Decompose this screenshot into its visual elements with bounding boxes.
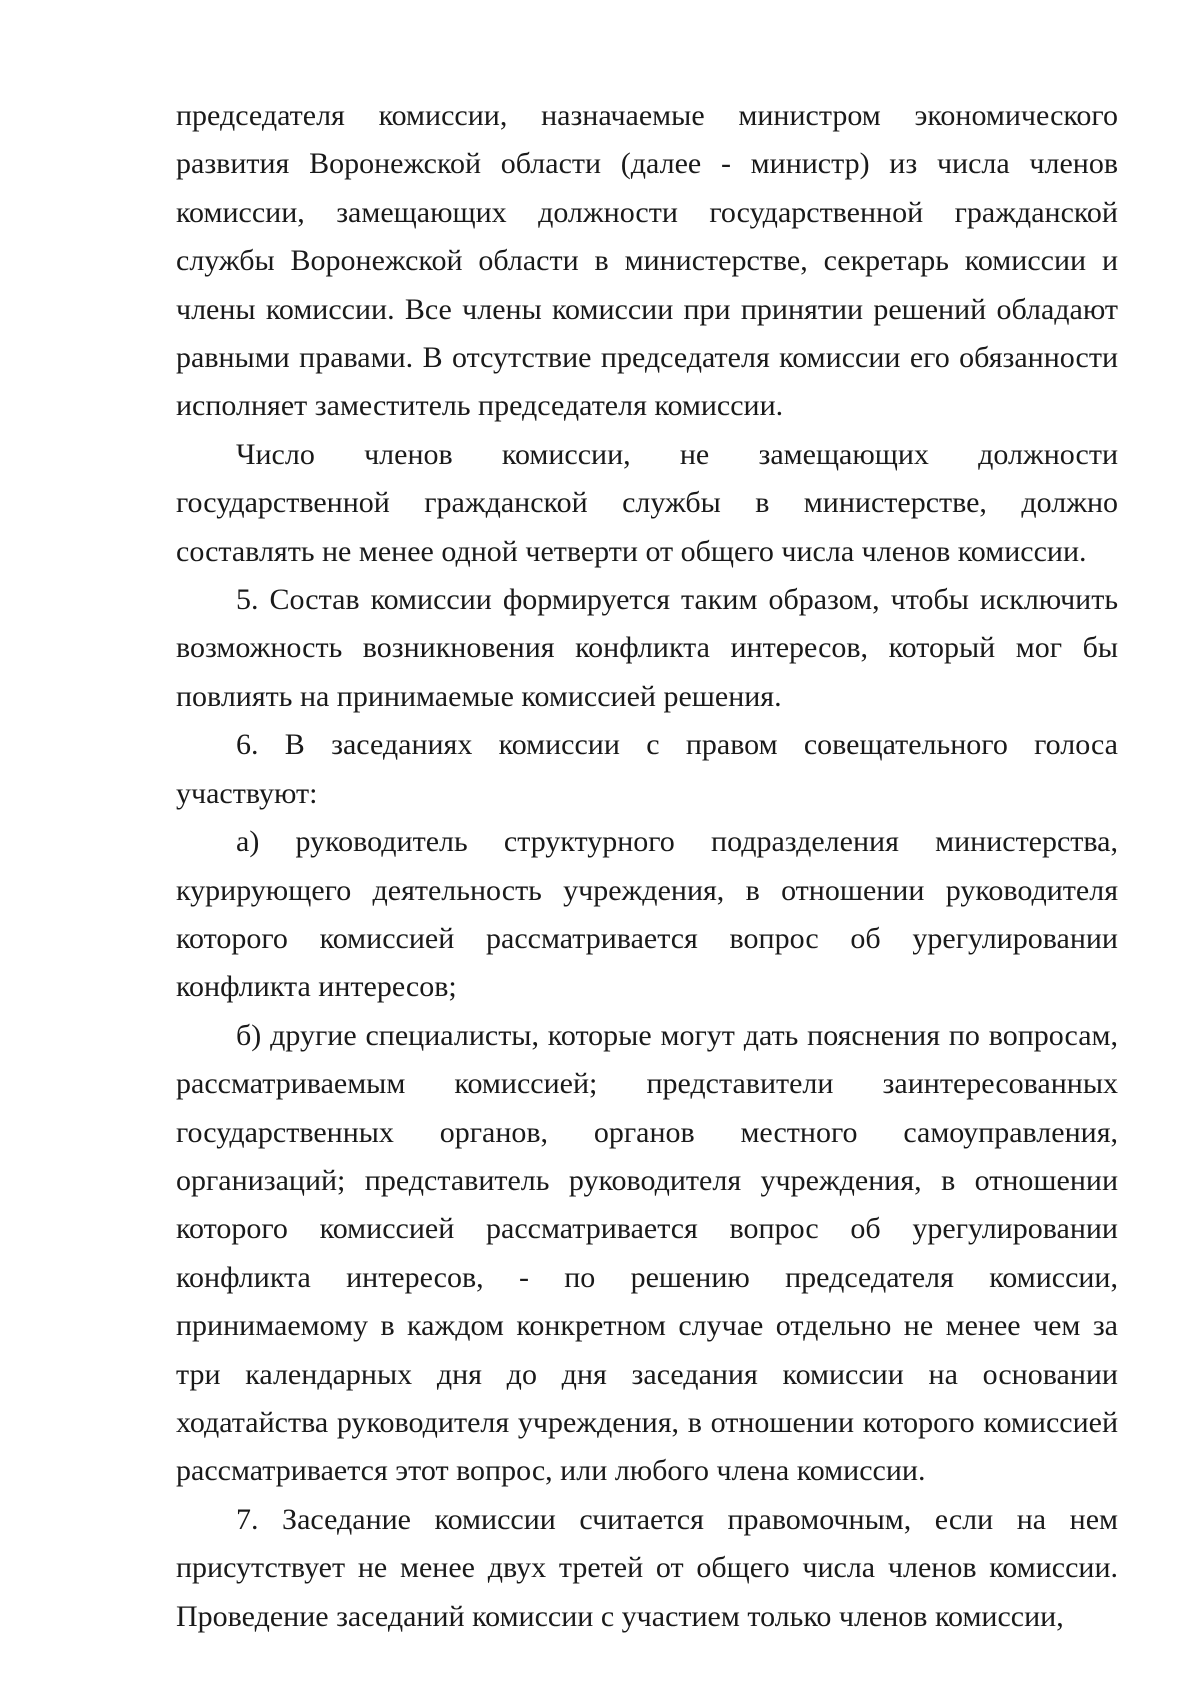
paragraph-item-6a: а) руководитель структурного подразделения министерства, курирующего деятельность учреждения, в отношении руководителя которого комиссией рассматривается вопрос об урегулировании конфликта интересов; bbox=[176, 825, 1118, 1004]
paragraph-item-6: 6. В заседаниях комиссии с правом совещательного голоса участвуют: bbox=[176, 728, 1118, 810]
paragraph-item-6b: б) другие специалисты, которые могут дать пояснения по вопросам, рассматриваемым комиссией; представители заинтересованных государственных органов, органов местного самоуправления, организаций; представитель руководителя учреждения, в отношении которого комиссией рассматривается вопрос об урегулировании конфликта интересов, - по решению председателя комиссии, принимаемому в каждом конкретном случае отдельно не менее чем за три календарных дня до дня заседания комиссии на основании ходатайства руководителя учреждения, в отношении которого комиссией рассматривается этот вопрос, или любого члена комиссии. bbox=[176, 1018, 1118, 1488]
document-body bbox=[176, 92, 1118, 1641]
paragraph-non-civil-members: Число членов комиссии, не замещающих должности государственной гражданской службы в министерстве, должно составлять не менее одной четверти от общего числа членов комиссии. bbox=[176, 437, 1118, 568]
paragraph-item-7: 7. Заседание комиссии считается правомочным, если на нем присутствует не менее двух третей от общего числа членов комиссии. Проведение заседаний комиссии с участием только членов комиссии, bbox=[176, 1502, 1118, 1633]
paragraph-item-5: 5. Состав комиссии формируется таким образом, чтобы исключить возможность возникновения конфликта интересов, который мог бы повлиять на принимаемые комиссией решения. bbox=[176, 583, 1118, 713]
paragraph-commission-composition: председателя комиссии, назначаемые министром экономического развития Воронежской области (далее - министр) из числа членов комиссии, замещающих должности государственной гражданской службы Воронежской области в министерстве, секретарь комиссии и члены комиссии. Все члены комиссии при принятии решений обладают равными правами. В отсутствие председателя комиссии его обязанности исполняет заместитель председателя комиссии. bbox=[176, 99, 1118, 423]
